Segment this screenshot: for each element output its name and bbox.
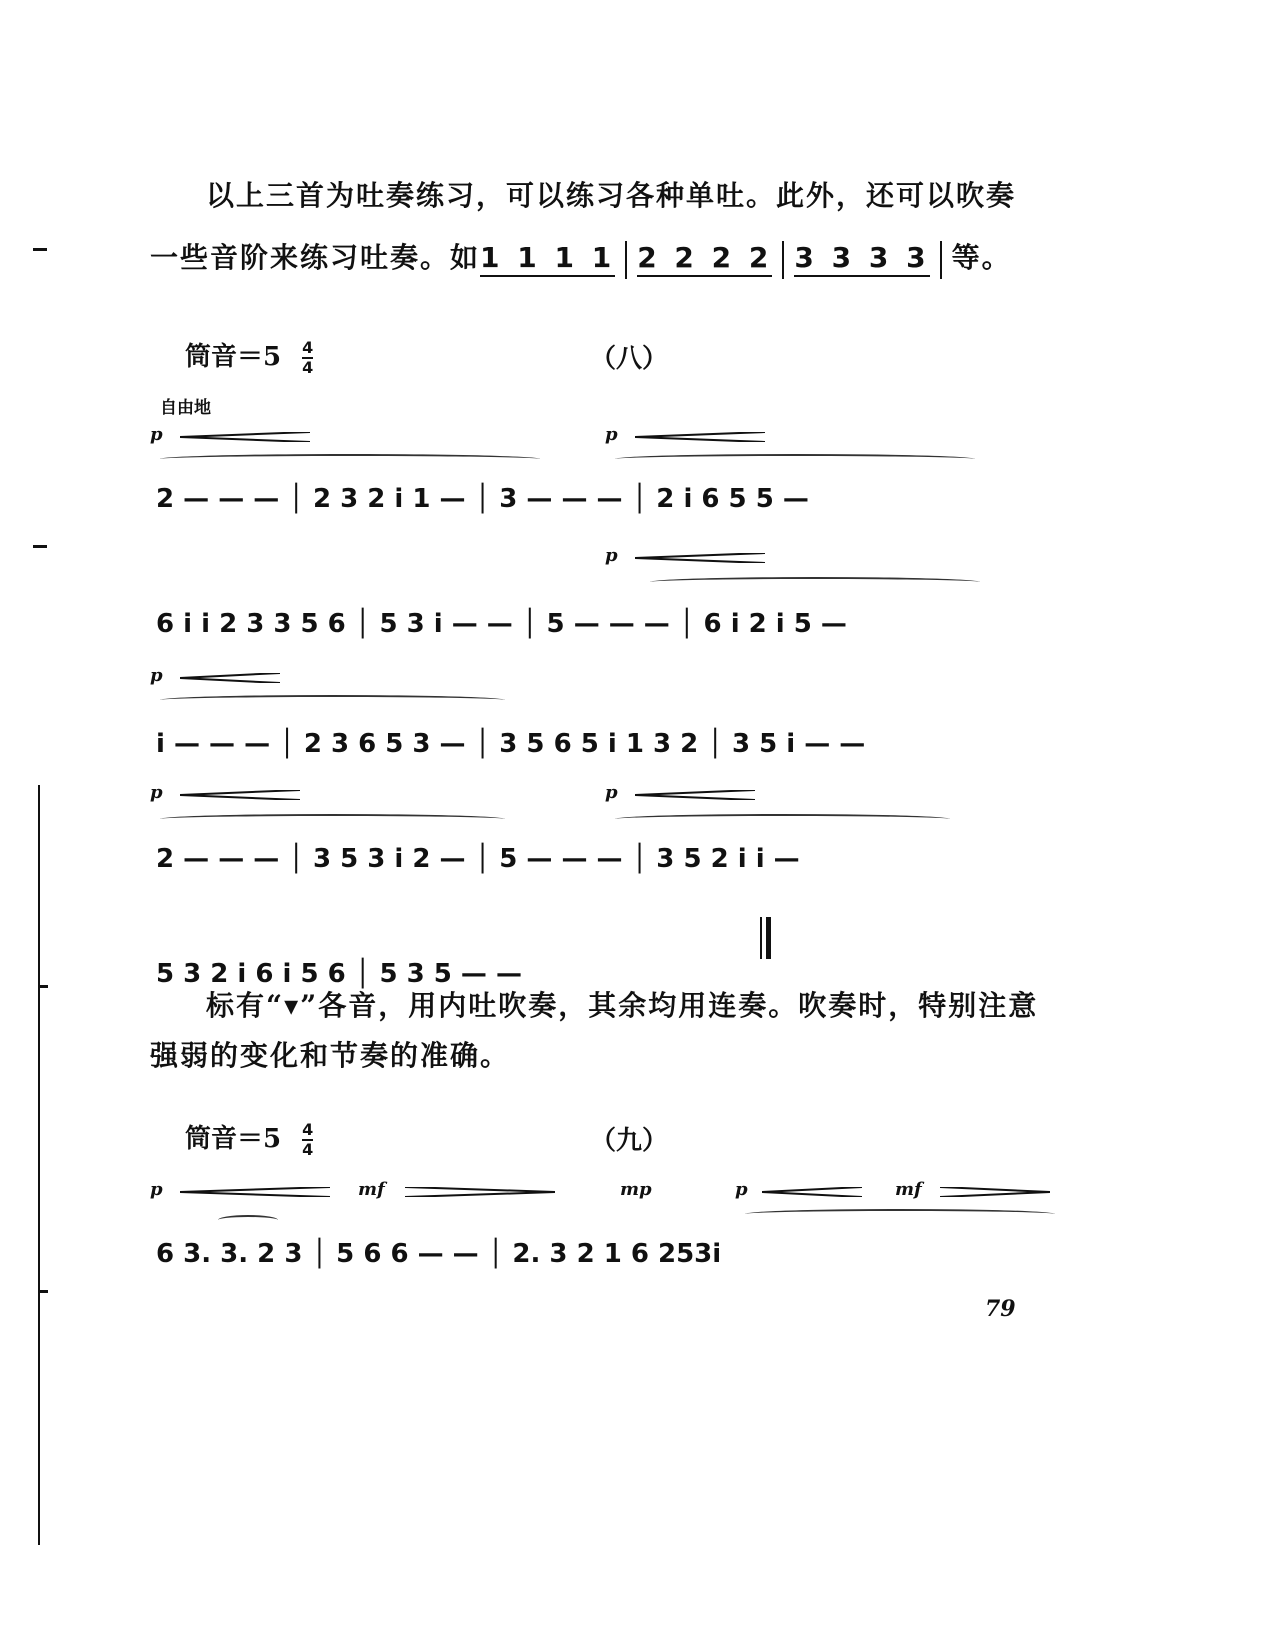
dynamic-p: p xyxy=(605,545,618,566)
barline xyxy=(782,241,784,279)
dynamic-p: p xyxy=(150,782,163,803)
note-line: 5 3 2 i 6 i 5 6 │ 5 3 5 — — xyxy=(156,959,522,989)
piece9-key-text: 筒音＝5 xyxy=(185,1124,282,1154)
crescendo-hairpin xyxy=(635,432,765,442)
ts-bottom: 4 xyxy=(302,358,314,377)
crescendo-hairpin xyxy=(180,673,280,683)
note-line: 2 — — — │ 2 3 2 i 1 — │ 3 — — — │ 2 i 6 5 5 — xyxy=(156,484,809,514)
piece8-row-1 xyxy=(150,420,1070,520)
notes xyxy=(150,715,1070,765)
piece8-row-2 xyxy=(150,545,1070,645)
phrase-slur xyxy=(160,814,505,824)
piece8-key-text: 筒音＝5 xyxy=(185,342,282,372)
final-barline xyxy=(760,917,762,959)
ts-top: 4 xyxy=(302,338,314,357)
dynamic-p: p xyxy=(150,1179,163,1200)
intro-line-2-suffix: 等。 xyxy=(951,241,1012,274)
decrescendo-hairpin xyxy=(940,1187,1050,1197)
notes xyxy=(150,595,1070,645)
dynamic-mf: mf xyxy=(358,1179,385,1200)
decrescendo-hairpin xyxy=(405,1187,555,1197)
phrase-slur xyxy=(615,814,950,824)
dynamic-p: p xyxy=(605,424,618,445)
crescendo-hairpin xyxy=(635,553,765,563)
crescendo-hairpin xyxy=(180,790,300,800)
dynamic-p: p xyxy=(150,424,163,445)
barline xyxy=(625,241,627,279)
scale-example-2: 2 2 2 2 xyxy=(637,241,772,277)
note-line: i — — — │ 2 3 6 5 3 — │ 3 5 6 5 i 1 3 2 │ 3 5 i — — xyxy=(156,729,866,759)
notes xyxy=(150,470,1070,520)
crescendo-hairpin xyxy=(635,790,755,800)
phrase-slur xyxy=(650,577,980,587)
scan-border-line xyxy=(38,785,40,1545)
piece8-title: （八） xyxy=(590,344,669,374)
crescendo-hairpin xyxy=(180,432,310,442)
scan-mark xyxy=(38,985,48,988)
note-text-line-1: 标有“▾”各音，用内吐吹奏，其余均用连奏。吹奏时，特别注意 xyxy=(206,989,1039,1022)
barline xyxy=(940,241,942,279)
intro-line-2 xyxy=(150,232,1070,284)
piece9-title: （九） xyxy=(590,1126,669,1156)
piece9-time-signature xyxy=(302,1122,313,1158)
scan-mark xyxy=(38,1290,48,1293)
ts-top: 4 xyxy=(302,1120,314,1139)
piece8-key xyxy=(185,336,313,376)
piece9-key xyxy=(185,1118,313,1158)
dynamic-p: p xyxy=(605,782,618,803)
dynamic-mf: mf xyxy=(895,1179,922,1200)
phrase-slur xyxy=(745,1209,1055,1219)
piece8-time-signature xyxy=(302,340,313,376)
note-line: 2 — — — │ 3 5 3 i 2 — │ 5 — — — │ 3 5 2 i i — xyxy=(156,844,800,874)
notes xyxy=(150,830,1070,880)
crescendo-hairpin xyxy=(762,1187,862,1197)
tempo-marking: 自由地 xyxy=(160,398,211,418)
note-text-line-2: 强弱的变化和节奏的准确。 xyxy=(150,1039,511,1072)
dynamic-p: p xyxy=(735,1179,748,1200)
note-line: 6 i i 2 3 3 5 6 │ 5 3 i — — │ 5 — — — │ 6 i 2 i 5 — xyxy=(156,609,847,639)
crescendo-hairpin xyxy=(180,1187,330,1197)
page-number: 79 xyxy=(985,1296,1016,1322)
piece8-row-3 xyxy=(150,665,1070,765)
dynamic-p: p xyxy=(150,665,163,686)
scan-mark xyxy=(33,248,47,251)
phrase-slur xyxy=(160,695,505,705)
notes xyxy=(150,1225,1070,1275)
intro-line-2-prefix: 一些音阶来练习吐奏。如 xyxy=(150,241,481,274)
scan-mark xyxy=(33,545,47,548)
piece8-row-4 xyxy=(150,780,1070,880)
phrase-slur xyxy=(615,454,975,464)
scale-example-3: 3 3 3 3 xyxy=(794,241,929,277)
scale-example-1: 1 1 1 1 xyxy=(480,241,615,277)
ts-bottom: 4 xyxy=(302,1140,314,1159)
phrase-slur xyxy=(160,454,540,464)
intro-line-1: 以上三首为吐奏练习，可以练习各种单吐。此外，还可以吹奏 xyxy=(206,179,1017,212)
final-barline-thick xyxy=(766,917,771,959)
note-line: 6 3. 3. 2 3 │ 5 6 6 — — │ 2. 3 2 1 6 253i xyxy=(156,1239,722,1269)
piece9-row-1 xyxy=(150,1175,1070,1275)
tie-slur xyxy=(218,1215,278,1225)
dynamic-mp: mp xyxy=(620,1179,652,1200)
